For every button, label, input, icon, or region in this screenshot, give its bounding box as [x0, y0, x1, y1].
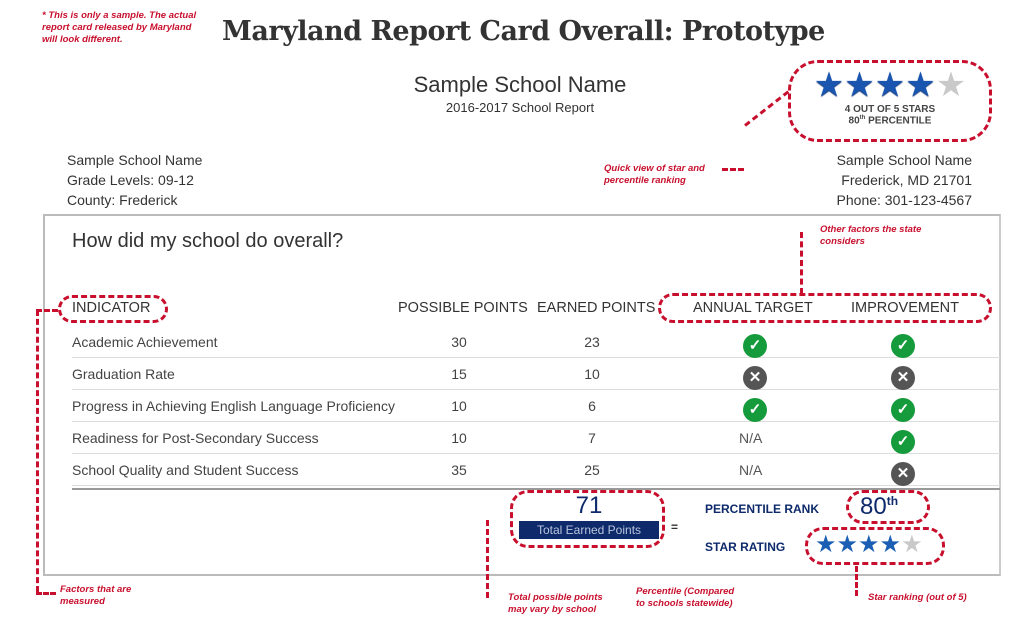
- annotation-line: Other factors the state: [820, 224, 922, 235]
- star-filled-icon: ★: [905, 66, 936, 104]
- total-points-label: Total Earned Points: [519, 521, 659, 539]
- percentile-suffix: th: [886, 494, 899, 508]
- percentile-num: 80: [848, 115, 860, 127]
- table-row: [72, 326, 1000, 358]
- percentile-sup: th: [859, 115, 866, 121]
- annotation-line: considers: [820, 236, 865, 247]
- annotation-factors-measured: [60, 584, 131, 608]
- table-row: [72, 454, 1000, 486]
- col-earned-points: EARNED POINTS: [537, 300, 656, 316]
- check-circle-icon: ✓: [743, 398, 767, 422]
- star-rating-label: STAR RATING: [705, 540, 786, 554]
- star-empty-icon: ★: [901, 531, 923, 558]
- school-info-left: [67, 150, 202, 210]
- page-title: Maryland Report Card Overall: Prototype: [222, 16, 825, 47]
- connector: [800, 232, 803, 294]
- total-points-value: 71: [575, 492, 603, 519]
- possible-points: 15: [451, 366, 467, 382]
- school-name: Sample School Name: [413, 72, 627, 97]
- annotation-line: may vary by school: [508, 604, 597, 615]
- earned-points: 10: [584, 366, 600, 382]
- table-row: [72, 422, 1000, 454]
- annotation-line: measured: [60, 596, 105, 607]
- star-filled-icon: ★: [815, 531, 837, 558]
- sample-disclaimer: [42, 10, 196, 46]
- connector: [36, 309, 58, 312]
- star-filled-icon: ★: [879, 531, 902, 558]
- annotation-line: Quick view of star and: [604, 163, 705, 174]
- percentile-value: 80: [860, 493, 887, 520]
- earned-points: 6: [588, 398, 596, 414]
- annotation-line: Factors that are: [60, 584, 132, 595]
- info-line: Frederick, MD 21701: [841, 172, 972, 188]
- disclaimer-line: report card released by Maryland: [42, 22, 192, 33]
- check-circle-icon: ✓: [743, 334, 767, 358]
- star-filled-icon: ★: [836, 531, 859, 558]
- info-line: Grade Levels: 09-12: [67, 172, 194, 188]
- section-heading: How did my school do overall?: [72, 230, 344, 252]
- check-circle-icon: ✓: [891, 398, 915, 422]
- indicator-name: Graduation Rate: [72, 366, 175, 382]
- annotation-line: Total possible points: [508, 592, 603, 603]
- info-line: Sample School Name: [836, 152, 972, 168]
- possible-points: 10: [451, 430, 467, 446]
- indicator-name: Readiness for Post-Secondary Success: [72, 430, 319, 446]
- disclaimer-line: will look different.: [42, 34, 123, 45]
- not-applicable: N/A: [739, 462, 763, 478]
- connector: [36, 592, 56, 595]
- info-line: Sample School Name: [67, 152, 203, 168]
- star-filled-icon: ★: [844, 66, 875, 104]
- disclaimer-line: * This is only a sample. The actual: [42, 10, 197, 21]
- star-rating-top: [800, 68, 980, 102]
- connector: [855, 566, 858, 596]
- not-applicable: N/A: [739, 430, 763, 446]
- total-points: [519, 492, 659, 539]
- stars-text: 4 OUT OF 5 STARS: [844, 104, 936, 115]
- col-possible-points: POSSIBLE POINTS: [398, 300, 528, 316]
- indicator-name: Academic Achievement: [72, 334, 218, 350]
- connector: [486, 520, 489, 598]
- star-filled-icon: ★: [858, 531, 880, 558]
- equals-sign: =: [671, 520, 679, 534]
- table-row: [72, 358, 1000, 390]
- percentile-rank-label: PERCENTILE RANK: [705, 502, 820, 516]
- check-circle-icon: ✓: [891, 430, 915, 454]
- percentile-rank-value: [860, 493, 898, 521]
- annotation-star-ranking: Star ranking (out of 5): [868, 592, 967, 603]
- earned-points: 23: [584, 334, 600, 350]
- annotation-percentile: [636, 586, 734, 610]
- table-row: [72, 390, 1000, 422]
- annotation-line: Percentile (Compared: [636, 586, 735, 597]
- percentile-text: [800, 115, 980, 126]
- annotation-quick-view: [604, 163, 705, 187]
- connector: [722, 168, 744, 171]
- info-line: County: Frederick: [67, 192, 178, 208]
- annotation-line: percentile ranking: [604, 175, 686, 186]
- x-circle-icon: ✕: [743, 366, 767, 390]
- connector: [744, 90, 789, 126]
- earned-points: 7: [588, 430, 596, 446]
- possible-points: 35: [451, 462, 467, 478]
- star-filled-icon: ★: [813, 66, 845, 104]
- annotation-total-possible: [508, 592, 603, 616]
- report-header: [330, 72, 710, 115]
- indicator-name: School Quality and Student Success: [72, 462, 299, 478]
- star-empty-icon: ★: [935, 66, 967, 104]
- annotation-line: to schools statewide): [636, 598, 733, 609]
- possible-points: 30: [451, 334, 467, 350]
- summary-rating: [800, 68, 980, 126]
- star-filled-icon: ★: [874, 66, 906, 104]
- annotation-other-factors: [820, 224, 921, 248]
- col-annual-target: ANNUAL TARGET: [693, 300, 813, 316]
- x-circle-icon: ✕: [891, 366, 915, 390]
- col-improvement: IMPROVEMENT: [851, 300, 959, 316]
- possible-points: 10: [451, 398, 467, 414]
- percentile-word: PERCENTILE: [865, 115, 932, 127]
- connector: [36, 310, 39, 592]
- report-year: 2016-2017 School Report: [445, 100, 595, 115]
- star-rating-bottom: [815, 533, 923, 557]
- indicator-name: Progress in Achieving English Language Proficiency: [72, 398, 395, 414]
- col-indicator: INDICATOR: [72, 300, 151, 316]
- x-circle-icon: ✕: [891, 462, 915, 486]
- earned-points: 25: [584, 462, 600, 478]
- check-circle-icon: ✓: [891, 334, 915, 358]
- school-info-right: [837, 150, 972, 210]
- info-line: Phone: 301-123-4567: [836, 192, 972, 208]
